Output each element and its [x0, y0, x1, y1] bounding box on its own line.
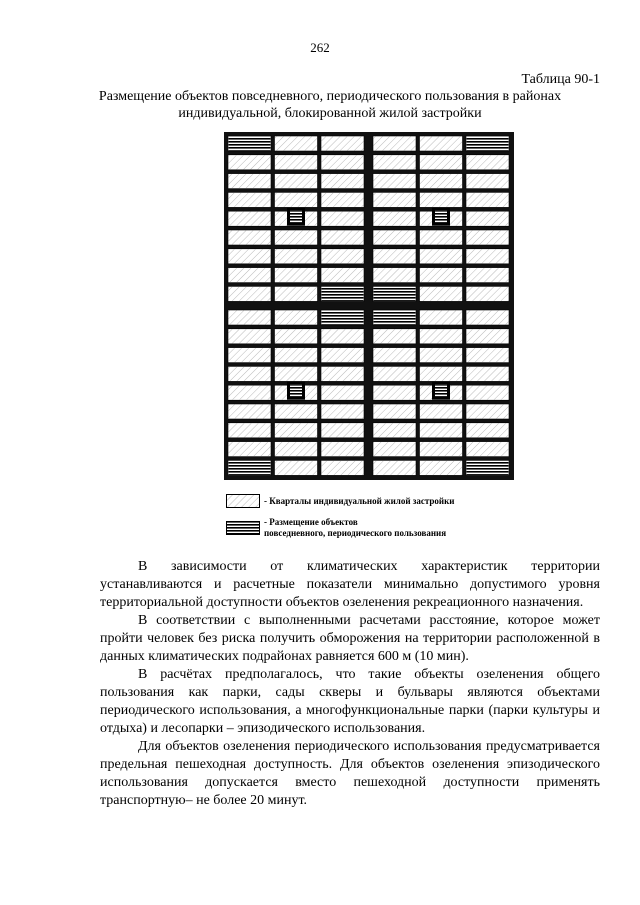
residential-block-hatch	[420, 137, 462, 151]
residential-block-hatch	[467, 329, 509, 343]
table-label: Таблица 90-1	[521, 72, 600, 87]
title-line-2: индивидуальной, блокированной жилой застройки	[178, 106, 482, 121]
residential-block-hatch	[229, 231, 271, 245]
residential-block-hatch	[322, 193, 364, 207]
residential-block-hatch	[322, 405, 364, 419]
residential-block-hatch	[322, 268, 364, 282]
residential-block-hatch	[275, 268, 317, 282]
facility-block-stripes	[374, 311, 416, 325]
residential-block-hatch	[467, 155, 509, 169]
residential-block-hatch	[420, 311, 462, 325]
residential-block-hatch	[467, 268, 509, 282]
residential-block-hatch	[322, 386, 364, 400]
residential-block-hatch	[467, 249, 509, 263]
facility-block-stripes	[229, 461, 271, 475]
residential-block-hatch	[420, 405, 462, 419]
residential-block-hatch	[374, 461, 416, 475]
district-layout-diagram	[224, 132, 514, 480]
residential-block-hatch	[374, 367, 416, 381]
residential-block-hatch	[420, 423, 462, 437]
residential-block-hatch	[229, 423, 271, 437]
central-facility-stripes	[290, 385, 302, 397]
legend-item-facility	[226, 517, 556, 539]
legend-text-facility: - Размещение объектов повседневного, периодического пользования	[264, 517, 447, 538]
residential-block-hatch	[322, 231, 364, 245]
residential-block-hatch	[275, 249, 317, 263]
body-text	[100, 558, 600, 810]
residential-block-hatch	[467, 311, 509, 325]
residential-block-hatch	[374, 405, 416, 419]
residential-block-hatch	[374, 423, 416, 437]
residential-block-hatch	[374, 231, 416, 245]
residential-block-hatch	[229, 348, 271, 362]
residential-block-hatch	[467, 442, 509, 456]
paragraph: В соответствии с выполненными расчетами расстояние, которое может пройти человек без риска получить обморожения на территории расположенной в данных климатических подрайонах равняется 600 м (10 мин).	[100, 613, 600, 664]
residential-block-hatch	[467, 423, 509, 437]
residential-block-hatch	[275, 137, 317, 151]
residential-block-hatch	[229, 405, 271, 419]
residential-block-hatch	[467, 348, 509, 362]
residential-block-hatch	[420, 329, 462, 343]
central-facility-stripes	[290, 211, 302, 223]
residential-block-hatch	[322, 174, 364, 188]
residential-block-hatch	[275, 423, 317, 437]
page-number: 262	[310, 40, 330, 55]
residential-block-hatch	[275, 461, 317, 475]
facility-block-stripes	[229, 137, 271, 151]
residential-block-hatch	[229, 268, 271, 282]
residential-block-hatch	[374, 193, 416, 207]
residential-block-hatch	[275, 174, 317, 188]
residential-block-hatch	[374, 137, 416, 151]
residential-block-hatch	[229, 386, 271, 400]
central-facility-stripes	[435, 385, 447, 397]
residential-block-hatch	[420, 442, 462, 456]
residential-block-hatch	[322, 212, 364, 226]
residential-block-hatch	[229, 311, 271, 325]
residential-block-hatch	[420, 461, 462, 475]
residential-block-hatch	[322, 348, 364, 362]
residential-block-hatch	[275, 287, 317, 301]
facility-swatch-icon	[226, 521, 260, 535]
residential-block-hatch	[229, 193, 271, 207]
residential-block-hatch	[420, 249, 462, 263]
residential-block-hatch	[420, 367, 462, 381]
residential-block-hatch	[322, 442, 364, 456]
paragraph: В зависимости от климатических характеристик территории устанавливаются и расчетные показатели минимально допустимого уровня территориальной доступности объектов озеленения рекреационного назначения.	[100, 559, 600, 610]
residential-block-hatch	[322, 329, 364, 343]
residential-block-hatch	[374, 212, 416, 226]
residential-block-hatch	[420, 193, 462, 207]
title-line-1: Размещение объектов повседневного, периодического пользования в районах	[98, 89, 562, 104]
facility-block-stripes	[374, 287, 416, 301]
residential-block-hatch	[467, 367, 509, 381]
table-title	[60, 88, 600, 122]
facility-block-stripes	[322, 287, 364, 301]
residential-block-hatch	[275, 311, 317, 325]
legend	[226, 494, 556, 548]
residential-block-hatch	[420, 231, 462, 245]
residential-block-hatch	[275, 405, 317, 419]
residential-block-hatch	[322, 155, 364, 169]
residential-block-hatch	[467, 287, 509, 301]
legend-item-residential	[226, 494, 556, 508]
residential-block-hatch	[275, 155, 317, 169]
residential-block-hatch	[229, 367, 271, 381]
residential-block-hatch	[467, 212, 509, 226]
residential-block-hatch	[275, 193, 317, 207]
residential-block-hatch	[374, 386, 416, 400]
residential-block-hatch	[229, 174, 271, 188]
residential-block-hatch	[374, 329, 416, 343]
residential-block-hatch	[467, 231, 509, 245]
residential-block-hatch	[420, 174, 462, 188]
residential-block-hatch	[420, 268, 462, 282]
facility-block-stripes	[467, 137, 509, 151]
residential-block-hatch	[275, 367, 317, 381]
residential-swatch-icon	[226, 494, 260, 508]
residential-block-hatch	[322, 423, 364, 437]
residential-block-hatch	[467, 193, 509, 207]
residential-block-hatch	[374, 348, 416, 362]
facility-block-stripes	[322, 311, 364, 325]
residential-block-hatch	[374, 268, 416, 282]
residential-block-hatch	[229, 329, 271, 343]
residential-block-hatch	[229, 287, 271, 301]
central-facility-stripes	[435, 211, 447, 223]
residential-block-hatch	[374, 155, 416, 169]
residential-block-hatch	[322, 137, 364, 151]
paragraph: В расчётах предполагалось, что такие объекты озеленения общего пользования как парки, сады скверы и бульвары являются объектами периодического использования, а многофункциональные парки (парки культуры и отдыха) и лесопарки – эпизодического использования.	[100, 667, 600, 736]
residential-block-hatch	[229, 212, 271, 226]
residential-block-hatch	[420, 348, 462, 362]
residential-block-hatch	[275, 329, 317, 343]
residential-block-hatch	[374, 249, 416, 263]
residential-block-hatch	[467, 174, 509, 188]
legend-text-residential: - Кварталы индивидуальной жилой застройки	[264, 495, 455, 506]
residential-block-hatch	[322, 249, 364, 263]
residential-block-hatch	[420, 287, 462, 301]
residential-block-hatch	[229, 249, 271, 263]
paragraph: Для объектов озеленения периодического использования предусматривается предельная пешеходная доступность. Для объектов озеленения эпизодического использования допускается вместо пешеходной доступности применять транспортную– не более 20 минут.	[100, 739, 600, 808]
residential-block-hatch	[275, 348, 317, 362]
residential-block-hatch	[275, 231, 317, 245]
residential-block-hatch	[374, 442, 416, 456]
residential-block-hatch	[322, 367, 364, 381]
residential-block-hatch	[420, 155, 462, 169]
residential-block-hatch	[275, 442, 317, 456]
facility-block-stripes	[467, 461, 509, 475]
residential-block-hatch	[322, 461, 364, 475]
residential-block-hatch	[229, 155, 271, 169]
residential-block-hatch	[467, 405, 509, 419]
residential-block-hatch	[229, 442, 271, 456]
residential-block-hatch	[467, 386, 509, 400]
residential-block-hatch	[374, 174, 416, 188]
